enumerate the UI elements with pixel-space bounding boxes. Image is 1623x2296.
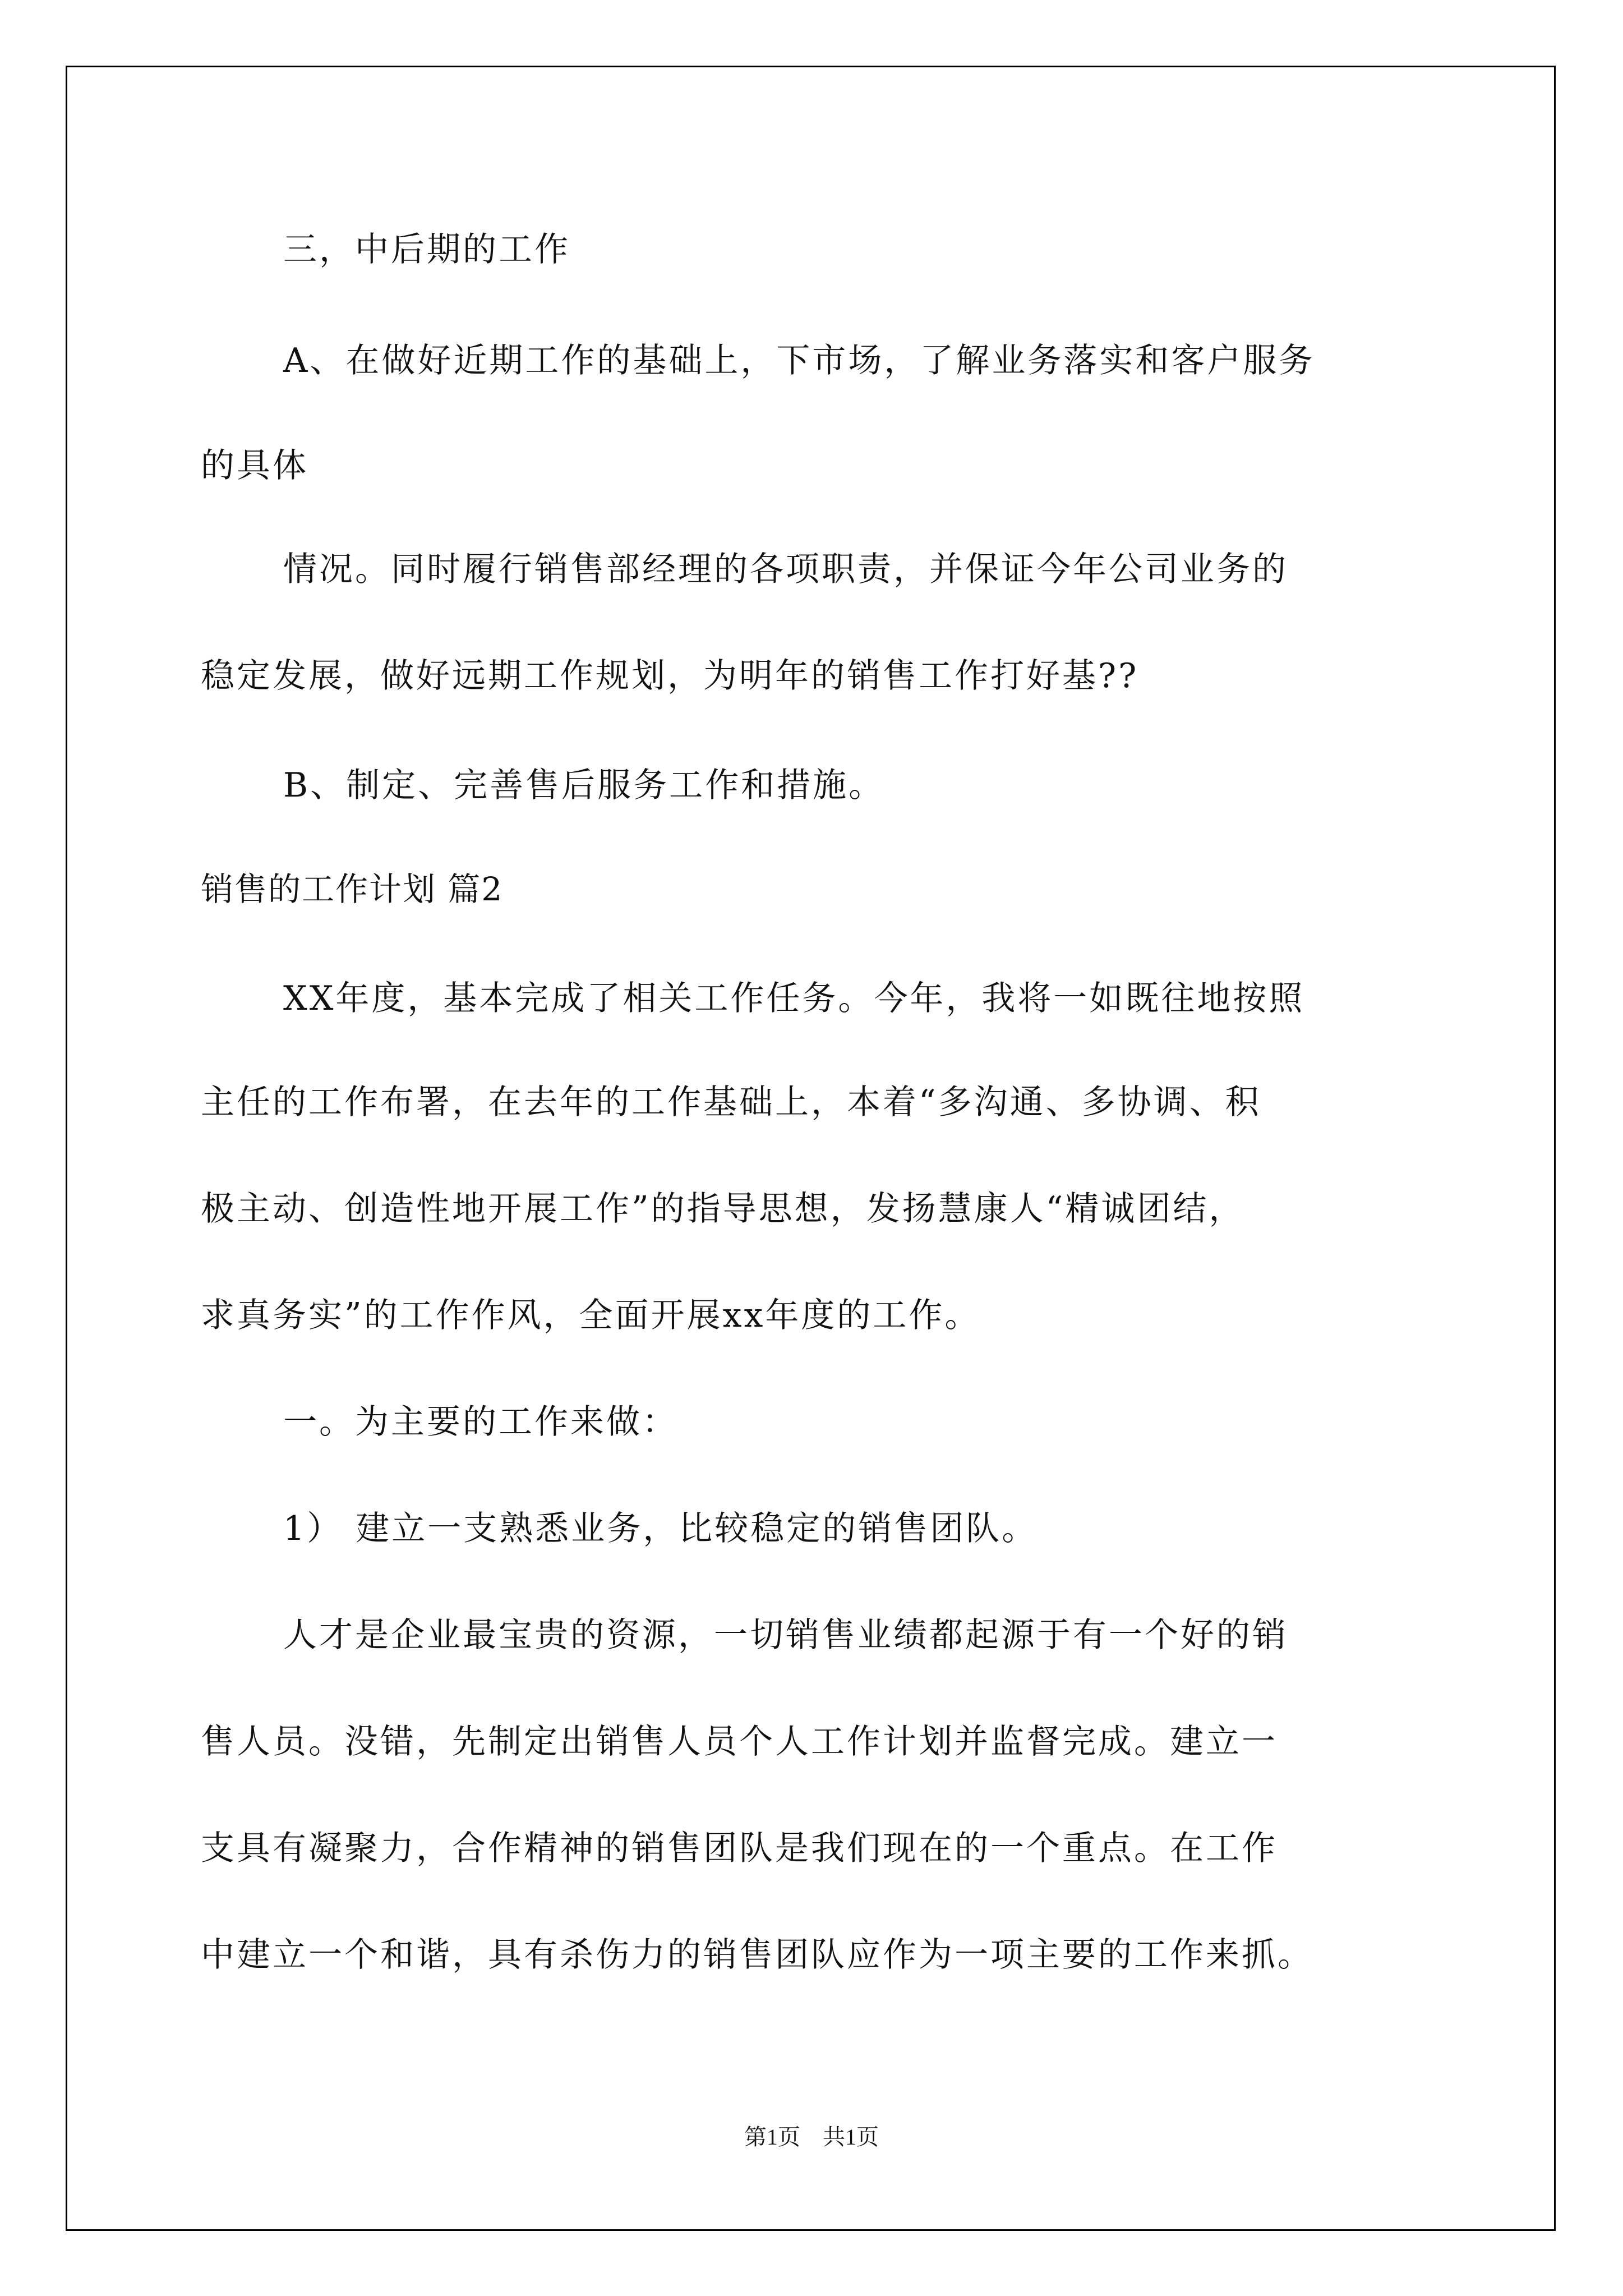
paragraph-line: 中建立一个和谐，具有杀伤力的销售团队应作为一项主要的工作来抓。 xyxy=(201,1935,1313,1975)
paragraph-line: 的具体 xyxy=(201,446,308,485)
page-footer xyxy=(0,2123,1623,2151)
paragraph-line: 主任的工作布署，在去年的工作基础上，本着“多沟通、多协调、积 xyxy=(201,1083,1261,1122)
page-border xyxy=(66,66,1556,2231)
page-number: 第1页 xyxy=(744,2124,800,2150)
article-title: 销售的工作计划 篇2 xyxy=(201,870,504,908)
paragraph-line: 人才是企业最宝贵的资源，一切销售业绩都起源于有一个好的销 xyxy=(283,1616,1288,1655)
page-total: 共1页 xyxy=(823,2124,879,2150)
paragraph-line: 支具有凝聚力，合作精神的销售团队是我们现在的一个重点。在工作 xyxy=(201,1829,1278,1868)
paragraph-line: 极主动、创造性地开展工作”的指导思想，发扬慧康人“精诚团结， xyxy=(201,1189,1245,1228)
paragraph-line: 求真务实”的工作作风，全面开展xx年度的工作。 xyxy=(201,1296,981,1335)
paragraph-line: B、制定、完善售后服务工作和措施。 xyxy=(283,766,885,805)
paragraph-line: A、在做好近期工作的基础上，下市场，了解业务落实和客户服务 xyxy=(283,341,1315,380)
paragraph-line: 一。为主要的工作来做： xyxy=(283,1402,678,1442)
paragraph-line: 售人员。没错，先制定出销售人员个人工作计划并监督完成。建立一 xyxy=(201,1722,1278,1761)
section-heading: 三，中后期的工作 xyxy=(283,230,570,269)
paragraph-line: 情况。同时履行销售部经理的各项职责，并保证今年公司业务的 xyxy=(283,550,1288,589)
paragraph-line: XX年度，基本完成了相关工作任务。今年，我将一如既往地按照 xyxy=(283,979,1305,1018)
paragraph-line: 稳定发展，做好远期工作规划，为明年的销售工作打好基?? xyxy=(201,656,1139,696)
paragraph-line: 1） 建立一支熟悉业务，比较稳定的销售团队。 xyxy=(283,1509,1038,1548)
